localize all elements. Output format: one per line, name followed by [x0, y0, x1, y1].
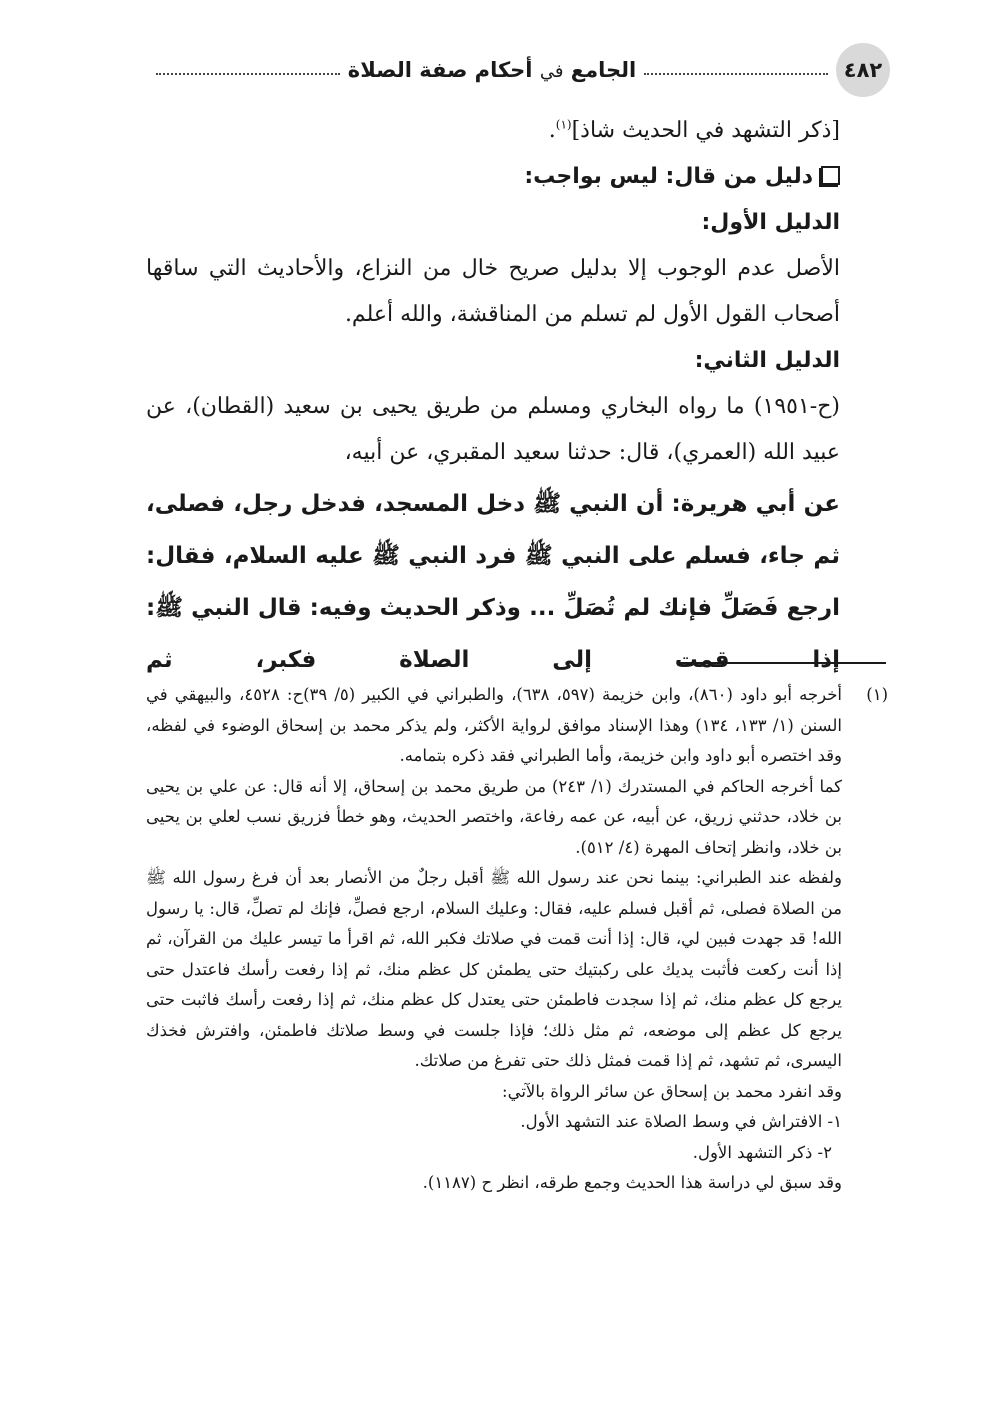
first-evidence-paragraph: الأصل عدم الوجوب إلا بدليل صريح خال من النزاع، والأحاديث التي ساقها أصحاب القول الأول لم تسلم من المناقشة، والله أعلم. — [146, 256, 840, 327]
book-title-end: أحكام صفة الصلاة — [347, 58, 533, 82]
footnotes — [146, 680, 888, 1199]
second-evidence-heading: الدليل الثاني: — [694, 348, 840, 373]
section-heading — [146, 154, 840, 200]
footnote-list-item: ١- الافتراش في وسط الصلاة عند التشهد الأول. — [520, 1112, 842, 1131]
second-evidence-paragraph: (ح-١٩٥١) ما رواه البخاري ومسلم من طريق يحيى بن سعيد (القطان)، عن عبيد الله (العمري)، قال: حدثنا سعيد المقبري، عن أبيه، — [146, 394, 840, 465]
footnote-paragraph: وقد سبق لي دراسة هذا الحديث وجمع طرقه، انظر ح (١١٨٧). — [422, 1173, 842, 1192]
footnote-ref[interactable]: (١) — [555, 117, 572, 132]
footnote-paragraph: ولفظه عند الطبراني: بينما نحن عند رسول الله ﷺ أقبل رجلٌ من الأنصار بعد أن فرغ رسول الله ﷺ من الصلاة فصلى، ثم أقبل فسلم عليه، فقال: وعليك السلام، ارجع فصلِّ، فإنك لم تصلِّ، قال: يا رسول الله! قد جهدت فبين لي، قال: إذا أنت قمت في صلاتك فكبر الله، ثم اقرأ ما تيسر عليك من القرآن، ثم إذا أنت ركعت فأثبت يديك على ركبتيك حتى يطمئن كل عظم منك، ثم إذا رفعت رأسك فاعتدل حتى يرجع كل عظم منك، ثم إذا سجدت فاطمئن حتى يعتدل كل عظم منك، ثم إذا رفعت رأسك فاثبت حتى يرجع كل عظم إلى موضعه، ثم مثل ذلك؛ فإذا جلست في وسط صلاتك فاطمئن، وافترش فخذك اليسرى، ثم تشهد، ثم إذا قمت فمثل ذلك حتى تفرغ من صلاتك. — [146, 868, 842, 1070]
section-heading-text: دليل من قال: ليس بواجب: — [524, 164, 813, 189]
intro-line: [ذكر التشهد في الحديث شاذ]$^{(١)}$. — [548, 117, 840, 143]
running-header — [148, 42, 890, 98]
page-number: ٤٨٢ — [836, 43, 890, 97]
footnote-separator — [680, 662, 886, 664]
book-title — [348, 58, 636, 82]
footnote-paragraph: أخرجه أبو داود (٨٦٠)، وابن خزيمة (٥٩٧، ٦٣٨)، والطبراني في الكبير (٥/ ٣٩)ح: ٤٥٢٨، والبيهقي في السنن (١/ ١٣٣، ١٣٤) وهذا الإسناد موافق لرواية الأكثر، ولم يذكر محمد بن إسحاق الوضوء في لفظه، وقد اختصره أبو داود وابن خزيمة، وأما الطبراني فقد ذكره بتمامه. — [146, 685, 843, 765]
footnote-list-item: ٢- ذكر التشهد الأول. — [692, 1142, 832, 1162]
main-text — [146, 108, 840, 686]
footnote-number: (١) — [866, 685, 888, 704]
checkbox-icon — [821, 166, 840, 185]
header-dots-left — [156, 73, 340, 75]
footnote-body — [146, 680, 842, 1199]
footnote-paragraph: وقد انفرد محمد بن إسحاق عن سائر الرواة بالآتي: — [502, 1081, 842, 1101]
header-dots-right — [644, 73, 828, 75]
first-evidence-heading: الدليل الأول: — [701, 210, 840, 235]
hadith-text: عن أبي هريرة: أن النبي ﷺ دخل المسجد، فدخل رجل، فصلى، ثم جاء، فسلم على النبي ﷺ فرد النبي ﷺ عليه السلام، فقال: ارجع فَصَلِّ فإنك لم تُصَلِّ ... وذكر الحديث وفيه: قال النبي ﷺ: إذا قمت إلى الصلاة فكبر، ثم — [146, 491, 840, 673]
book-title-part: في — [539, 61, 564, 82]
footnote-paragraph: كما أخرجه الحاكم في المستدرك (١/ ٢٤٣) من طريق محمد بن إسحاق، إلا أنه قال: عن علي بن يحيى بن خلاد، حدثني زريق، عن أبيه، عن عمه رفاعة، واختصر الحديث، وهو خطأ فزريق نسب لعلي بن يحيى بن خلاد، وانظر إتحاف المهرة (٤/ ٥١٢). — [146, 776, 842, 857]
intro-line-text: [ذكر التشهد في الحديث شاذ] — [571, 118, 840, 143]
book-title-start: الجامع — [570, 58, 637, 82]
footnote-1 — [146, 680, 888, 1199]
